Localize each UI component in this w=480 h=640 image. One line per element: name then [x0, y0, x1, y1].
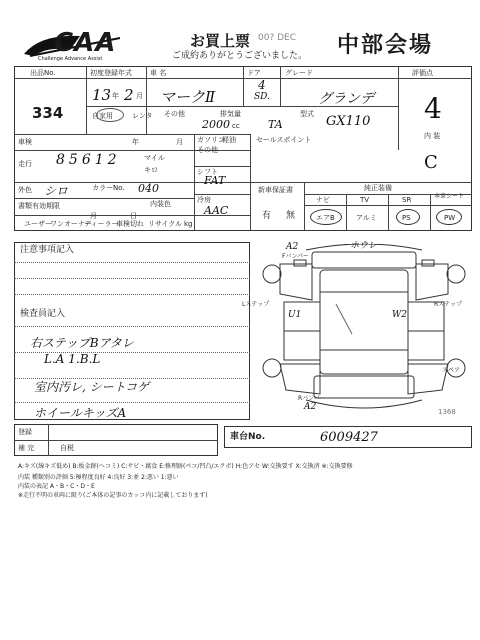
equip-header-sr: SR: [402, 196, 412, 204]
warranty-yes: 有: [262, 211, 272, 221]
inspection-year: 年: [132, 138, 139, 146]
owner-user: ユーザー: [24, 220, 52, 228]
model-value: GX110: [326, 114, 371, 129]
reg-label: 登録: [18, 428, 32, 436]
legend-line-3: 内装の表記 A・B・C・D・E: [18, 483, 95, 490]
documents-day: 日: [130, 212, 137, 220]
page-title: お買上票: [190, 32, 251, 50]
mileage-label: 走行: [18, 160, 32, 168]
registration-month: 2: [124, 86, 134, 104]
diag-mark-right: 1368: [438, 408, 456, 416]
grade-label: グレード: [285, 69, 313, 77]
grade-value: グランデ: [318, 91, 374, 107]
doors-value: 4: [258, 78, 266, 92]
equip-header-navi: ナビ: [316, 196, 330, 204]
equipment-title: 純正装備: [364, 184, 392, 192]
diag-rear-value: A2: [304, 402, 317, 412]
brand-name: CAA: [54, 28, 117, 58]
registration-month-unit: 月: [136, 92, 143, 100]
warranty-label: 新車保証書: [258, 186, 293, 194]
mission-value: TA: [268, 118, 283, 131]
warranty-no: 無: [286, 211, 296, 221]
venue-name: 中部会場: [337, 33, 434, 58]
car-name-value: マークⅡ: [160, 88, 216, 106]
interior-color-label: 内装色: [150, 200, 171, 208]
registration-label: 初度登録年式: [90, 69, 132, 77]
mileage-unit-mile: マイル: [144, 154, 165, 162]
color-value: シロ: [44, 184, 69, 198]
displacement-value: 2000: [202, 118, 230, 131]
displacement-unit: cc: [232, 122, 240, 130]
equip-header-tv: TV: [360, 196, 370, 204]
score-value: 4: [424, 92, 442, 125]
recycle-label: リサイクル: [148, 220, 183, 228]
tax-label: 自税: [60, 444, 74, 452]
usage-rental: レンタ: [132, 112, 153, 120]
equip-value-pw: PW: [444, 214, 456, 222]
car-damage-diagram: [242, 241, 470, 420]
sales-point-label: セールスポイント: [256, 136, 312, 144]
date-stamp: 00? DEC: [258, 33, 296, 43]
diag-front-sub: ホウレ: [350, 241, 378, 251]
model-label: 型式: [300, 110, 314, 118]
inspection-label: 車検: [18, 138, 32, 146]
fuel-option-gasoline: ガソリン: [197, 136, 225, 144]
chassis-label: 車台No.: [230, 432, 266, 442]
interior-label: 内 装: [424, 132, 441, 140]
brand-subtitle: Challenge Advance Assist: [38, 56, 103, 62]
fuel-option-other: その他: [197, 146, 218, 154]
registration-year: 13: [92, 86, 112, 104]
color-label: 外色: [18, 186, 32, 194]
recycle-complement-label: 補 完: [18, 444, 35, 452]
equip-value-ps: PS: [402, 214, 411, 222]
note-line-4: ホイールキッズA: [34, 406, 127, 420]
displacement-label: 排気量: [220, 110, 241, 118]
equip-value-airbag: エアB: [316, 214, 335, 222]
interior-value: C: [424, 152, 438, 173]
score-label: 評価点: [412, 69, 433, 77]
inspection-month: 月: [176, 138, 183, 146]
diag-w1: U1: [288, 310, 302, 320]
mileage-unit-km: キロ: [144, 166, 158, 174]
mileage-value: 85612: [56, 152, 121, 168]
diag-right-step: Rステップ: [434, 301, 463, 308]
documents-month: 月: [90, 212, 97, 220]
ac-value: AAC: [204, 204, 229, 217]
car-name-label: 車 名: [150, 69, 167, 77]
note-line-2: L.A 1.B.L: [44, 352, 101, 366]
diag-left-step: Lステップ: [242, 301, 270, 308]
fuel-option-diesel: 軽油: [222, 136, 236, 144]
owner-dealer: ディーラー: [84, 220, 119, 228]
usage-private: 自家用: [92, 112, 113, 120]
lot-number: 334: [32, 104, 64, 122]
shift-value: FAT: [204, 174, 226, 187]
doors-label: ドア: [247, 69, 261, 77]
diag-spare: スペア: [442, 367, 461, 374]
recycle-unit: kg: [184, 220, 193, 228]
owner-one: ワンオーナー: [50, 220, 92, 228]
notes-label: 注意事項記入: [20, 245, 75, 255]
diag-fender-label: Fバンパー: [282, 253, 310, 260]
inspector-label: 検査員記入: [20, 309, 66, 319]
note-line-1: 右ステップBアタレ: [30, 336, 134, 350]
ac-label: 冷房: [197, 196, 211, 204]
lot-label: 出品No.: [30, 69, 56, 77]
equip-header-leather: 本革シート: [434, 193, 465, 200]
documents-label: 書類有効期限: [18, 202, 60, 210]
shift-label: シフト: [197, 168, 218, 176]
color-code-label: カラーNo.: [92, 184, 125, 192]
legend-line-4: ※走行不明の車両に限り(ご本体の記事のカッコ内に記載しております): [18, 492, 208, 499]
diag-front-label: A2: [286, 242, 299, 252]
note-line-3: 室内汚レ, シートコゲ: [34, 380, 150, 394]
equip-value-alloy: アルミ: [356, 214, 377, 222]
registration-year-unit: 年: [112, 92, 119, 100]
legend-line-1: A:キズ(線キズ低め) B:板金跡(ヘコミ) C:サビ・腐食 E:修理跡(ペコ/凹凸/エクボ) H:色アセ W:交換要す X:交換済 ※:交換要修: [18, 463, 353, 470]
diag-rear-label: Rバンパー: [298, 395, 326, 402]
chassis-value: 6009427: [320, 430, 378, 445]
diag-w2: W2: [392, 310, 407, 320]
caa-logo: [20, 24, 130, 64]
doors-sub: SD.: [254, 92, 270, 102]
thanks-text: ご成約ありがとうございました。: [172, 51, 308, 61]
color-code-value: 040: [138, 182, 159, 195]
car-outline-svg: [256, 244, 470, 420]
usage-other: その他: [164, 110, 185, 118]
owner-expired: 車検切れ: [116, 220, 144, 228]
legend-line-2: 内装 種類別の評価 5:極程度良好 4:良好 3:並 2:悪い 1:悪い: [18, 474, 179, 481]
